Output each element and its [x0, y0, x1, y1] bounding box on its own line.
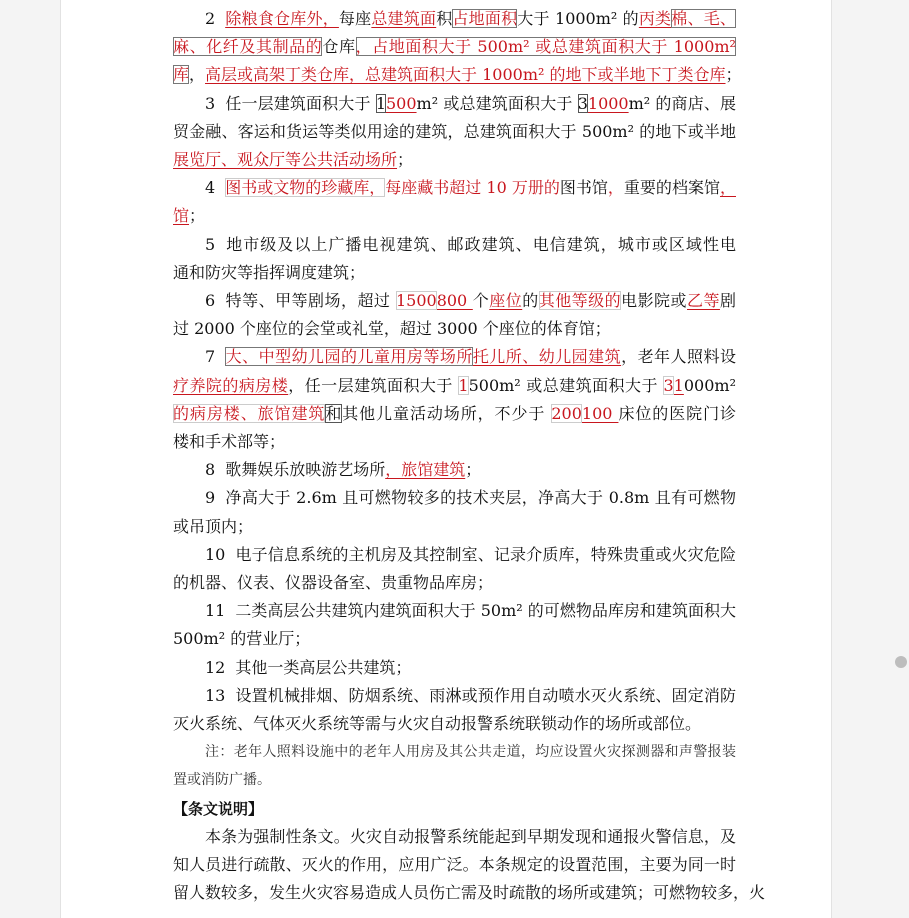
inserted-text: 乙等: [687, 291, 720, 310]
text-line: [173, 231, 736, 259]
revised-text: ，: [607, 178, 624, 198]
text-line: [173, 513, 736, 541]
text-line: [173, 484, 736, 512]
inserted-text: 托儿所、幼儿园建筑: [472, 347, 622, 367]
item-number: 4: [205, 178, 216, 198]
text-segment: 电影院或: [621, 291, 687, 310]
text-line: [173, 202, 736, 230]
text-segment: 500m² 的营业厅；: [173, 629, 311, 649]
deleted-text-box: 图书或文物的珍藏库，: [225, 178, 386, 198]
text-segment: 特等、甲等剧场，超过: [225, 291, 396, 310]
item-number: 2: [205, 9, 216, 28]
text-segment: 贸金融、客运和货运等类似用途的建筑，总建筑面积大于 500m² 的地下或半地: [173, 121, 736, 141]
inserted-text: 疗养院的病房楼: [173, 375, 289, 395]
text-segment: 的机器、仪表、仪器设备室、贵重物品库房；: [173, 573, 494, 592]
boxed-text: 1: [375, 93, 386, 113]
inserted-text: 500: [386, 93, 417, 113]
text-segment: 通和防灾等指挥调度建筑；: [173, 262, 366, 282]
deleted-text-box: 200: [551, 403, 582, 423]
text-segment: ；: [725, 65, 742, 85]
item-number: 11: [205, 601, 226, 621]
text-segment: 每座: [338, 9, 372, 28]
text-segment: 留人数较多，发生火灾容易造成人员伤亡需及时疏散的场所或建筑；可燃物较多，火: [173, 883, 766, 903]
text-segment: ；: [465, 460, 482, 480]
text-line: [173, 541, 736, 569]
deleted-text-box: 其他等级的: [538, 291, 622, 310]
item-number: 13: [205, 685, 226, 705]
deleted-text-box: 1500: [395, 291, 437, 310]
item-number: 6: [205, 291, 216, 310]
inserted-text: 100: [581, 403, 619, 423]
text-segment: 其他儿童活动场所，不少于: [342, 403, 552, 423]
text-line: [173, 5, 736, 33]
text-line: [173, 456, 736, 484]
text-line: [173, 315, 736, 343]
inserted-text: 馆: [173, 206, 190, 226]
text-line: [173, 625, 736, 653]
text-segment: 床位的医院门诊: [618, 403, 736, 423]
deleted-text-box: 麻、化纤及其制品的: [173, 37, 323, 57]
deleted-text-box: 大、中型幼儿园的儿童用房等场所: [225, 347, 473, 367]
text-segment: 过 2000 个座位的会堂或礼堂，超过 3000 个座位的体育馆；: [173, 319, 611, 339]
inserted-text: 800: [436, 291, 473, 310]
deleted-text-box: ，占地面积大于 500m² 或总建筑面积大于 1000m²: [173, 37, 736, 61]
text-segment: 【条文说明】: [173, 799, 264, 818]
text-segment: 知人员进行疏散、灭火的作用，应用广泛。本条规定的设置范围，主要为同一时: [173, 855, 736, 874]
text-line: [173, 428, 736, 456]
item-number: 7: [205, 347, 216, 367]
item-number: 8: [205, 460, 216, 480]
text-line: [173, 287, 736, 315]
text-segment: ，任一层建筑面积大于: [288, 375, 459, 395]
text-segment: 剧: [719, 291, 736, 310]
item-number: 3: [205, 93, 216, 113]
text-segment: 的: [522, 291, 539, 310]
text-line: [173, 597, 736, 625]
text-segment: 或吊顶内；: [173, 516, 254, 536]
item-number: 9: [205, 488, 216, 508]
text-line: [173, 569, 736, 597]
deleted-text-box: 棉、毛、: [205, 9, 736, 33]
text-line: [173, 259, 736, 287]
text-segment: 000m²: [683, 375, 736, 395]
text-segment: 积: [436, 9, 453, 28]
text-line: [173, 343, 736, 371]
deleted-text-box: 的病房楼、旅馆建筑: [173, 403, 326, 423]
text-line: [173, 400, 736, 428]
item-number: 12: [205, 657, 226, 677]
text-segment: m² 的商店、展: [628, 93, 736, 113]
text-segment: ，: [189, 65, 206, 85]
inserted-text: 总建筑面: [371, 9, 437, 28]
text-segment: 设置机械排烟、防烟系统、雨淋或预作用自动喷水灭火系统、固定消防: [235, 685, 736, 705]
text-segment: 灭火系统、气体灭火系统等需与火灾自动报警系统联锁动作的场所或部位。: [173, 714, 702, 733]
text-line: [173, 61, 742, 89]
inserted-text: 除粮食仓库外，: [225, 9, 339, 28]
text-segment: 仓库: [322, 37, 356, 57]
text-line: [173, 90, 736, 118]
scrollbar-thumb[interactable]: [895, 656, 907, 668]
text-segment: 大于 1000m² 的: [517, 9, 639, 28]
inserted-text: 座位: [489, 291, 523, 310]
text-segment: 净高大于 2.6m 且可燃物较多的技术夹层，净高大于 0.8m 且有可燃物: [225, 488, 736, 508]
text-segment: ；: [189, 206, 206, 226]
text-line: [173, 372, 736, 400]
item-number: 5: [205, 234, 216, 254]
boxed-text: 和: [325, 403, 343, 423]
text-segment: 500m² 或总建筑面积大于: [468, 375, 664, 395]
section-heading: [173, 795, 736, 823]
text-segment: 本条为强制性条文。火灾自动报警系统能起到早期发现和通报火警信息，及: [205, 826, 736, 846]
text-line: [173, 146, 736, 174]
inserted-text: ，: [719, 178, 736, 198]
text-segment: 歌舞娱乐放映游艺场所: [225, 460, 386, 480]
inserted-text: 1: [673, 375, 684, 395]
inserted-text: 高层或高架丁类仓库，总建筑面积大于 1000m² 的地下或半地下丁类仓库: [205, 65, 726, 85]
text-line: [173, 654, 736, 682]
text-segment: 图书馆: [559, 178, 608, 198]
text-segment: ，老年人照料设: [621, 347, 736, 367]
text-line: [173, 682, 736, 710]
boxed-text: 3: [577, 93, 588, 113]
text-segment: 二类高层公共建筑内建筑面积大于 50m² 的可燃物品库房和建筑面积大: [235, 601, 736, 621]
text-segment: 置或消防广播。: [173, 772, 271, 789]
text-line: [173, 174, 736, 202]
text-line: [173, 738, 736, 766]
text-segment: 个: [472, 291, 490, 310]
deleted-text-box: 1: [458, 375, 469, 395]
text-segment: m² 或总建筑面积大于: [416, 93, 578, 113]
text-segment: 注：老年人照料设施中的老年人用房及其公共走道，均应设置火灾探测器和声警报装: [205, 744, 736, 761]
item-number: 10: [205, 544, 226, 564]
deleted-text-box: 库: [173, 65, 190, 85]
text-line: [173, 851, 736, 879]
text-segment: 楼和手术部等；: [173, 432, 286, 451]
text-line: [173, 766, 736, 794]
text-segment: 重要的档案馆: [623, 178, 720, 198]
text-line: [173, 710, 736, 738]
text-segment: 电子信息系统的主机房及其控制室、记录介质库，特殊贵重或火灾危险: [235, 544, 736, 564]
deleted-text-box: 3: [663, 375, 674, 395]
text-line: [173, 823, 736, 851]
inserted-text: ，旅馆建筑: [385, 460, 466, 480]
text-line: [173, 118, 736, 146]
inserted-text: 展览厅、观众厅等公共活动场所: [173, 150, 398, 169]
inserted-text: 丙类: [638, 9, 672, 28]
revised-text: 每座藏书超过 10 万册的: [385, 178, 560, 198]
text-segment: 其他一类高层公共建筑；: [235, 657, 412, 677]
text-segment: 地市级及以上广播电视建筑、邮政建筑、电信建筑，城市或区域性电: [225, 234, 736, 254]
text-line: [173, 879, 766, 907]
text-segment: ；: [397, 150, 414, 169]
deleted-text-box: 占地面积: [452, 9, 518, 28]
inserted-text: 1000: [587, 93, 629, 113]
text-line: [173, 33, 736, 61]
text-segment: 任一层建筑面积大于: [225, 93, 376, 113]
